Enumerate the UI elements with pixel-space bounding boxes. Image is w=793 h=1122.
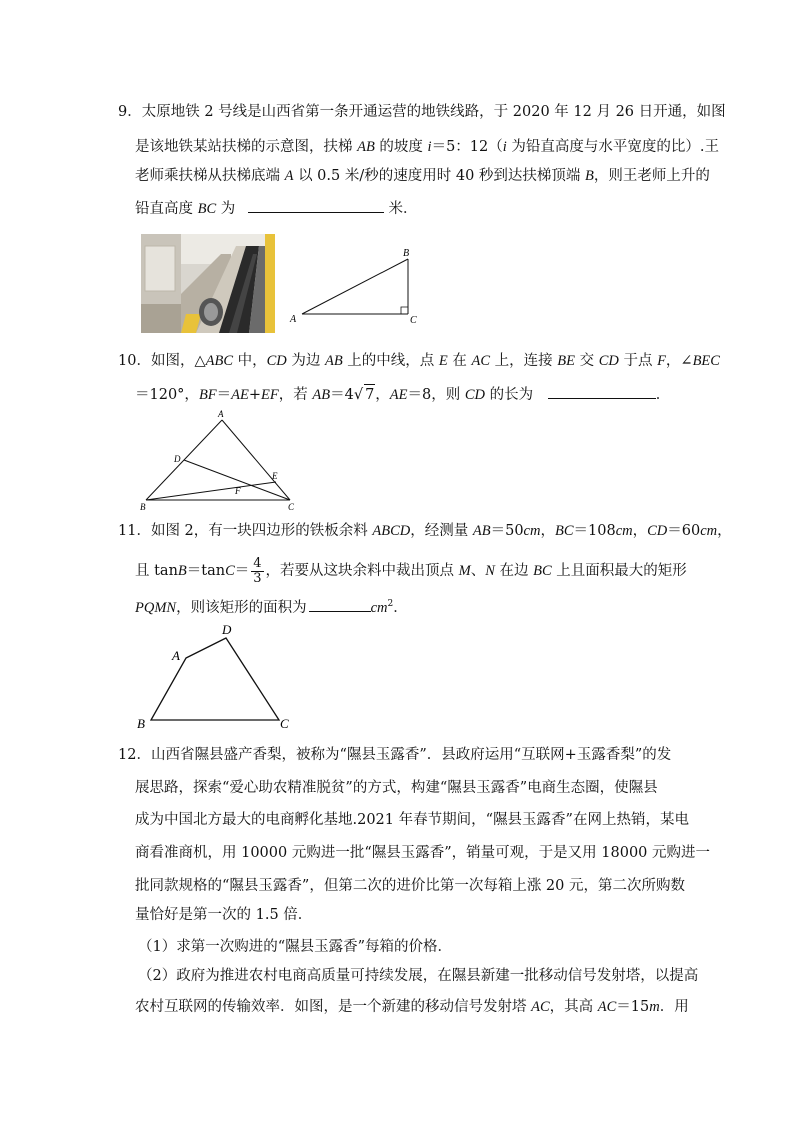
q12-line-9: 农村互联网的传输效率．如图，是一个新建的移动信号发射塔 AC，其高 AC＝15m．用: [135, 999, 689, 1015]
q10-label-f: F: [235, 486, 241, 496]
q10-label-a: A: [218, 410, 224, 419]
q9-label-c: C: [410, 315, 417, 326]
q11-label-b: B: [137, 716, 145, 731]
q11-label-c: C: [280, 716, 289, 731]
q9-line-3: 老师乘扶梯从扶梯底端 A 以 0.5 米/秒的速度用时 40 秒到达扶梯顶端 B，则王老师上升的: [135, 168, 710, 184]
fraction-4-over-3: $\frac{4}{3}$: [253, 555, 262, 586]
q10-line-1: 10．如图，△ABC 中，CD 为边 AB 上的中线，点 E 在 AC 上，连接 BE 交 CD 于点 F，∠BEC: [118, 353, 720, 369]
q12-line-3: 成为中国北方最大的电商孵化基地.2021 年春节期间，“隰县玉露香”在网上热销，某电: [135, 812, 689, 828]
q12-line-8: （2）政府为推进农村电商高质量可持续发展，在隰县新建一批移动信号发射塔，以提高: [138, 968, 699, 984]
q10-label-d: D: [174, 454, 181, 464]
q11-label-d: D: [222, 622, 232, 637]
q12-line-4: 商看准商机，用 10000 元购进一批“隰县玉露香”，销量可观，于是又用 18000 元购进一: [135, 845, 711, 861]
q12-line-7: （1）求第一次购进的“隰县玉露香”每箱的价格．: [138, 939, 453, 955]
answer-blank-q9: [248, 198, 384, 213]
q10-label-b: B: [140, 502, 146, 512]
sqrt-symbol: √: [353, 387, 364, 403]
answer-blank-q11: [309, 597, 371, 612]
q11-label-a: A: [172, 648, 180, 663]
q12-line-6: 量恰好是第一次的 1.5 倍．: [135, 907, 313, 923]
q11-line-3: PQMN，则该矩形的面积为 $cm^2$．: [135, 594, 408, 618]
q10-label-c: C: [288, 502, 295, 512]
q9-line-4: 铅直高度 BC 为 米．: [135, 198, 417, 219]
q11-line-2: 且 tanB＝tanC＝ $\frac{4}{3}$ ，若要从这块余料中裁出顶点 M、N 在边 BC 上且面积最大的矩形: [135, 555, 687, 586]
q11-line-1: 11．如图 2，有一块四边形的铁板余料 ABCD，经测量 AB＝50cm，BC＝108cm，CD＝60cm，: [118, 523, 732, 539]
q12-line-2: 展思路，探索“爱心助农精准脱贫”的方式，构建“隰县玉露香”电商生态圈，使隰县: [135, 780, 658, 796]
q12-line-5: 批同款规格的“隰县玉露香”，但第二次的进价比第一次每箱上涨 20 元，第二次所购数: [135, 878, 685, 894]
q10-line-2: ＝120°，BF＝AE+EF，若 AB＝4√ 7，AE＝8，则 CD 的长为 ．: [135, 384, 670, 405]
escalator-photo: [141, 234, 275, 333]
answer-blank-q10: [548, 384, 656, 399]
q10-label-e: E: [272, 471, 278, 481]
q9-line-2: 是该地铁某站扶梯的示意图，扶梯 AB 的坡度 i＝5：12（i 为铅直高度与水平宽度的比）.王: [135, 139, 720, 155]
q9-label-b: B: [403, 248, 410, 259]
q12-line-1: 12．山西省隰县盛产香梨，被称为“隰县玉露香”．县政府运用“互联网+玉露香梨”的发: [118, 747, 672, 763]
q10-triangle-figure: [136, 410, 306, 514]
q9-label-a: A: [290, 314, 297, 325]
q9-line-1: 9．太原地铁 2 号线是山西省第一条开通运营的地铁线路，于 2020 年 12 月 26 日开通，如图: [118, 104, 726, 120]
q9-triangle-figure: [286, 244, 426, 328]
q11-quadrilateral-figure: [134, 620, 304, 732]
